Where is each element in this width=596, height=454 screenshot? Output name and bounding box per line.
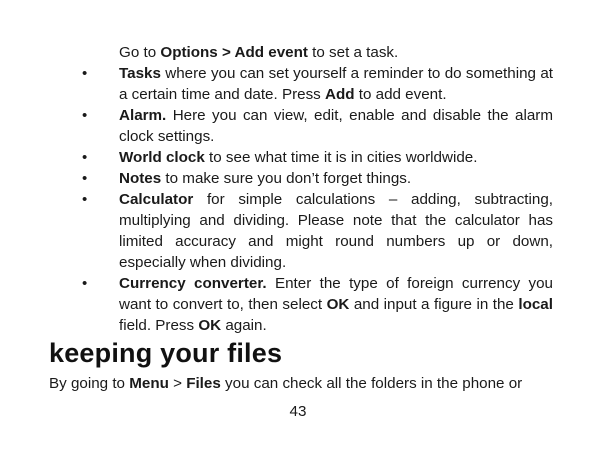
bullet-icon: • [82, 65, 88, 82]
intro-separator: > [217, 44, 235, 61]
section-heading: keeping your files [49, 338, 283, 368]
item-text: again. [221, 317, 267, 334]
intro-post: to set a task. [307, 44, 399, 61]
list-item-calculator [0, 189, 553, 273]
list-item-tasks [0, 63, 553, 105]
bullet-icon: • [82, 107, 88, 124]
item-title: Alarm. [119, 107, 167, 124]
page-number: 43 [289, 403, 307, 420]
bullet-icon: • [82, 191, 88, 208]
item-title: World clock [119, 149, 205, 166]
intro-pre: Go to [119, 44, 161, 61]
item-title: Tasks [119, 65, 161, 82]
item-text: where you can set yourself a reminder to do something at a certain time and date. Press [119, 65, 553, 103]
body-post: you can check all the folders in the phone or [220, 375, 523, 392]
item-text: Enter the type of foreign currency you want to convert to, then select [119, 275, 553, 313]
files-label: Files [186, 375, 221, 392]
item-title: Calculator [119, 191, 194, 208]
item-bold: OK [326, 296, 350, 313]
item-text: to make sure you don’t forget things. [161, 170, 412, 187]
list-item-notes [0, 168, 553, 189]
list-item-world-clock [0, 147, 553, 168]
item-text: for simple calculations – adding, subtracting, multiplying and dividing. Please note that the calculator has limited accuracy and might round numbers up or down, especially when dividing. [119, 191, 553, 271]
list-item-currency-converter [0, 273, 553, 336]
item-text: and input a figure in the [349, 296, 519, 313]
item-text: to add event. [354, 86, 447, 103]
add-event-label: Add event [234, 44, 308, 61]
intro-line [119, 42, 559, 63]
item-text: Here you can view, edit, enable and disable the alarm clock settings. [119, 107, 553, 145]
item-title: Currency converter. [119, 275, 267, 292]
body-separator: > [168, 375, 187, 392]
item-bold: Add [324, 86, 355, 103]
bullet-icon: • [82, 170, 88, 187]
bullet-icon: • [82, 275, 88, 292]
item-title: Notes [119, 170, 162, 187]
item-bold: local [518, 296, 553, 313]
feature-list [0, 63, 596, 336]
body-pre: By going to [49, 375, 130, 392]
list-item-alarm [0, 105, 553, 147]
bullet-icon: • [82, 149, 88, 166]
options-label: Options [160, 44, 218, 61]
body-paragraph [49, 373, 569, 394]
item-bold: OK [198, 317, 222, 334]
item-text: to see what time it is in cities worldwide. [204, 149, 478, 166]
item-text: field. Press [119, 317, 199, 334]
menu-label: Menu [129, 375, 169, 392]
